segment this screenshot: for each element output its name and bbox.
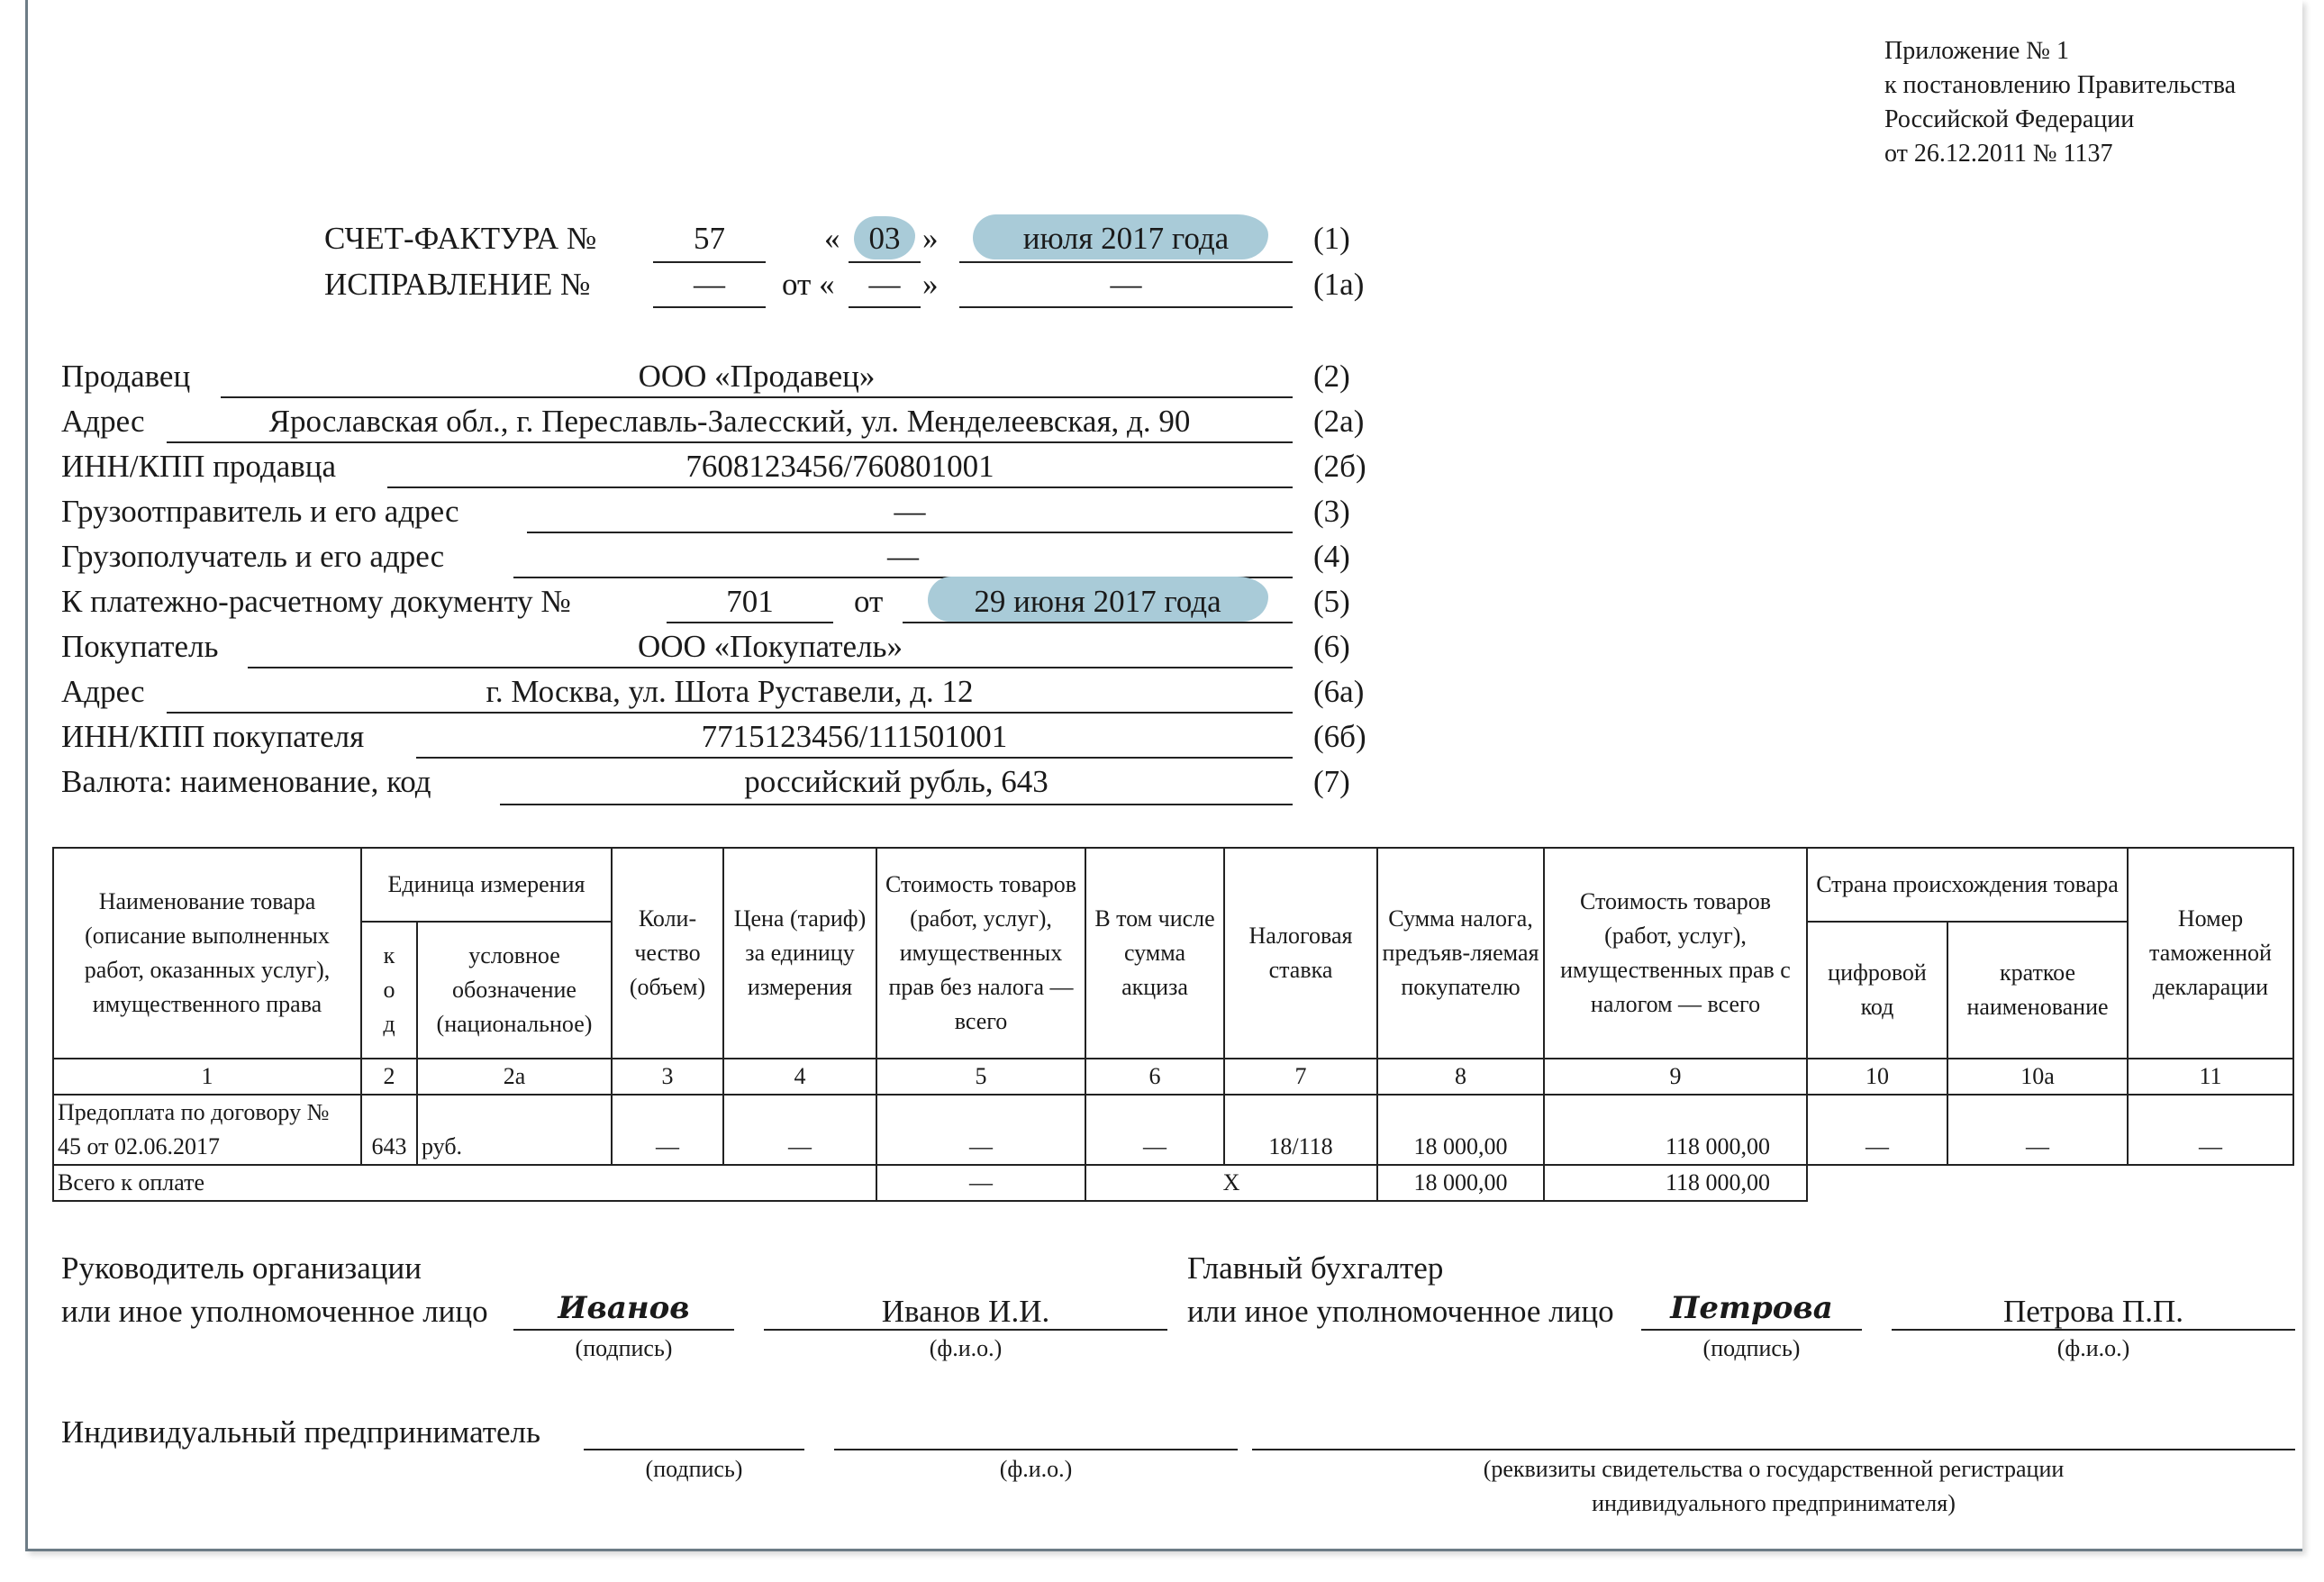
correction-number: — — [694, 267, 725, 302]
total-empty — [1807, 1165, 2293, 1201]
column-number: 10а — [1947, 1059, 2128, 1095]
field-code: (2б) — [1313, 449, 1366, 484]
payment-date: 29 июня 2017 года — [974, 584, 1221, 619]
field-value: 7715123456/111501001 — [701, 719, 1008, 754]
payment-date-line — [903, 622, 1293, 623]
accountant-signature: Петрова — [1670, 1290, 1833, 1326]
row-customs: — — [2128, 1095, 2293, 1165]
row-country-code: — — [1807, 1095, 1947, 1165]
payment-from: от — [854, 584, 884, 619]
field-label: Валюта: наименование, код — [61, 764, 431, 799]
header-rate: Налоговая ставка — [1224, 848, 1377, 1059]
registration-caption: индивидуального предпринимателя) — [1592, 1490, 1956, 1516]
total-cost: — — [876, 1165, 1085, 1201]
row-excise: — — [1085, 1095, 1224, 1165]
invoice-number-line — [653, 261, 766, 263]
field-code: (5) — [1313, 584, 1350, 619]
field-line — [527, 532, 1293, 533]
total-row — [53, 1165, 2293, 1201]
field-value: — — [894, 494, 926, 529]
field-value: российский рубль, 643 — [744, 764, 1049, 799]
field-code: (3) — [1313, 494, 1350, 529]
correction-day: — — [868, 267, 901, 302]
head-signature-line — [513, 1329, 734, 1331]
entrepreneur-label: Индивидуальный предприниматель — [61, 1414, 540, 1450]
total-total: 118 000,00 — [1544, 1165, 1807, 1201]
field-line — [416, 757, 1293, 759]
column-number: 4 — [723, 1059, 876, 1095]
field-value: — — [887, 539, 919, 574]
row-country-name: — — [1947, 1095, 2128, 1165]
column-number: 5 — [876, 1059, 1085, 1095]
field-label: Грузополучатель и его адрес — [61, 539, 445, 574]
head-label: или иное уполномоченное лицо — [61, 1294, 488, 1329]
field-label: Адрес — [61, 404, 145, 439]
column-number: 10 — [1807, 1059, 1947, 1095]
header-qty: Коли-чество (объем) — [612, 848, 723, 1059]
total-tax: 18 000,00 — [1377, 1165, 1544, 1201]
row-tax: 18 000,00 — [1377, 1095, 1544, 1165]
column-number: 3 — [612, 1059, 723, 1095]
field-code: (7) — [1313, 764, 1350, 799]
header-price: Цена (тариф) за единицу измерения — [723, 848, 876, 1059]
appendix-line: Российской Федерации — [1884, 105, 2135, 133]
invoice-day: 03 — [868, 221, 901, 256]
row-name: Предоплата по договору № 45 от 02.06.2017 — [53, 1095, 361, 1165]
accountant-signature-caption: (подпись) — [1702, 1335, 1801, 1361]
head-label: Руководитель организации — [61, 1250, 422, 1286]
field-value: ООО «Покупатель» — [638, 629, 903, 664]
row-rate: 18/118 — [1224, 1095, 1377, 1165]
header-country-name: краткое наименование — [1947, 922, 2128, 1059]
accountant-name-line — [1892, 1329, 2295, 1331]
correction-from: от « — [782, 267, 835, 302]
field-code: (2) — [1313, 359, 1350, 394]
accountant-name: Петрова П.П. — [2003, 1294, 2183, 1329]
head-signature-caption: (подпись) — [575, 1335, 673, 1361]
accountant-signature-line — [1641, 1329, 1862, 1331]
column-number: 8 — [1377, 1059, 1544, 1095]
entrepreneur-signature-line — [584, 1449, 804, 1450]
invoice-date-line — [959, 261, 1293, 263]
field-code: (6) — [1313, 629, 1350, 664]
field-label: ИНН/КПП покупателя — [61, 719, 365, 754]
correction-number-line — [653, 306, 766, 308]
field-label: К платежно-расчетному документу № — [61, 584, 571, 619]
table-row — [53, 1095, 2293, 1165]
head-name-line — [764, 1329, 1167, 1331]
field-line — [167, 712, 1293, 714]
field-label: Адрес — [61, 674, 145, 709]
field-line — [667, 622, 833, 623]
column-numbers-row — [53, 1059, 2293, 1095]
invoice-number: 57 — [694, 221, 725, 256]
column-number: 2а — [417, 1059, 612, 1095]
correction-day-line — [849, 306, 921, 308]
accountant-label: или иное уполномоченное лицо — [1187, 1294, 1614, 1329]
invoice-quote-close: » — [922, 221, 939, 256]
field-code: (2а) — [1313, 404, 1365, 439]
invoice-quote-open: « — [824, 221, 840, 256]
entrepreneur-name-line — [834, 1449, 1238, 1450]
invoice-month-year: июля 2017 года — [1022, 221, 1230, 256]
invoice-day-line — [849, 261, 921, 263]
field-label: Продавец — [61, 359, 191, 394]
field-value: 701 — [726, 584, 774, 619]
column-number: 7 — [1224, 1059, 1377, 1095]
header-unit-name: условное обозначение (национальное) — [417, 922, 612, 1059]
field-line — [387, 486, 1293, 488]
appendix-note — [1884, 34, 2236, 171]
column-number: 6 — [1085, 1059, 1224, 1095]
entrepreneur-signature-caption: (подпись) — [645, 1456, 743, 1482]
header-unit: Единица измерения — [361, 848, 612, 922]
invoice-code: (1) — [1313, 221, 1350, 256]
field-label: Покупатель — [61, 629, 219, 664]
correction-date: — — [1110, 267, 1142, 302]
field-line — [221, 396, 1293, 398]
entrepreneur-name-caption: (ф.и.о.) — [999, 1456, 1073, 1482]
field-value: г. Москва, ул. Шота Руставели, д. 12 — [486, 674, 974, 709]
correction-title: ИСПРАВЛЕНИЕ № — [324, 267, 591, 302]
field-label: ИНН/КПП продавца — [61, 449, 337, 484]
header-cost: Стоимость товаров (работ, услуг), имущественных прав без налога — всего — [876, 848, 1085, 1059]
row-cost: — — [876, 1095, 1085, 1165]
head-name-caption: (ф.и.о.) — [929, 1335, 1003, 1361]
correction-quote-close: » — [922, 267, 939, 302]
header-name: Наименование товара (описание выполненных работ, оказанных услуг), имущественного права — [53, 848, 361, 1059]
registration-caption: (реквизиты свидетельства о государственной регистрации — [1483, 1456, 2065, 1482]
row-unit-name: руб. — [417, 1095, 612, 1165]
field-code: (6а) — [1313, 674, 1365, 709]
correction-code: (1а) — [1313, 267, 1365, 302]
accountant-name-caption: (ф.и.о.) — [2056, 1335, 2130, 1361]
header-country-code: цифровой код — [1807, 922, 1947, 1059]
appendix-line: Приложение № 1 — [1884, 37, 2069, 65]
row-price: — — [723, 1095, 876, 1165]
field-line — [500, 804, 1293, 805]
head-name: Иванов И.И. — [881, 1294, 1050, 1329]
column-number: 11 — [2128, 1059, 2293, 1095]
field-value: 7608123456/760801001 — [685, 449, 994, 484]
field-code: (4) — [1313, 539, 1350, 574]
field-line — [248, 667, 1293, 668]
header-total: Стоимость товаров (работ, услуг), имущественных прав с налогом — всего — [1544, 848, 1807, 1059]
header-country: Страна происхождения товара — [1807, 848, 2128, 922]
field-label: Грузоотправитель и его адрес — [61, 494, 459, 529]
invoice-table — [52, 847, 2294, 1202]
row-qty: — — [612, 1095, 723, 1165]
invoice-title: СЧЕТ-ФАКТУРА № — [324, 221, 597, 256]
field-code: (6б) — [1313, 719, 1366, 754]
registration-line — [1252, 1449, 2295, 1450]
total-label: Всего к оплате — [53, 1165, 876, 1201]
row-total: 118 000,00 — [1544, 1095, 1807, 1165]
header-tax: Сумма налога, предъяв-ляемая покупателю — [1377, 848, 1544, 1059]
field-value: Ярославская обл., г. Переславль-Залесский, ул. Менделеевская, д. 90 — [268, 404, 1191, 439]
total-excise: X — [1085, 1165, 1377, 1201]
header-customs: Номер таможенной декларации — [2128, 848, 2293, 1059]
correction-date-line — [959, 306, 1293, 308]
column-number: 9 — [1544, 1059, 1807, 1095]
accountant-label: Главный бухгалтер — [1187, 1250, 1444, 1286]
appendix-line: к постановлению Правительства — [1884, 71, 2237, 99]
table-header-row — [53, 848, 2293, 922]
header-unit-code: к о д — [361, 922, 417, 1059]
head-signature: Иванов — [558, 1290, 690, 1326]
row-unit-code: 643 — [361, 1095, 417, 1165]
header-excise: В том числе сумма акциза — [1085, 848, 1224, 1059]
field-value: ООО «Продавец» — [638, 359, 876, 394]
column-number: 2 — [361, 1059, 417, 1095]
field-line — [167, 441, 1293, 443]
appendix-line: от 26.12.2011 № 1137 — [1884, 140, 2113, 168]
column-number: 1 — [53, 1059, 361, 1095]
